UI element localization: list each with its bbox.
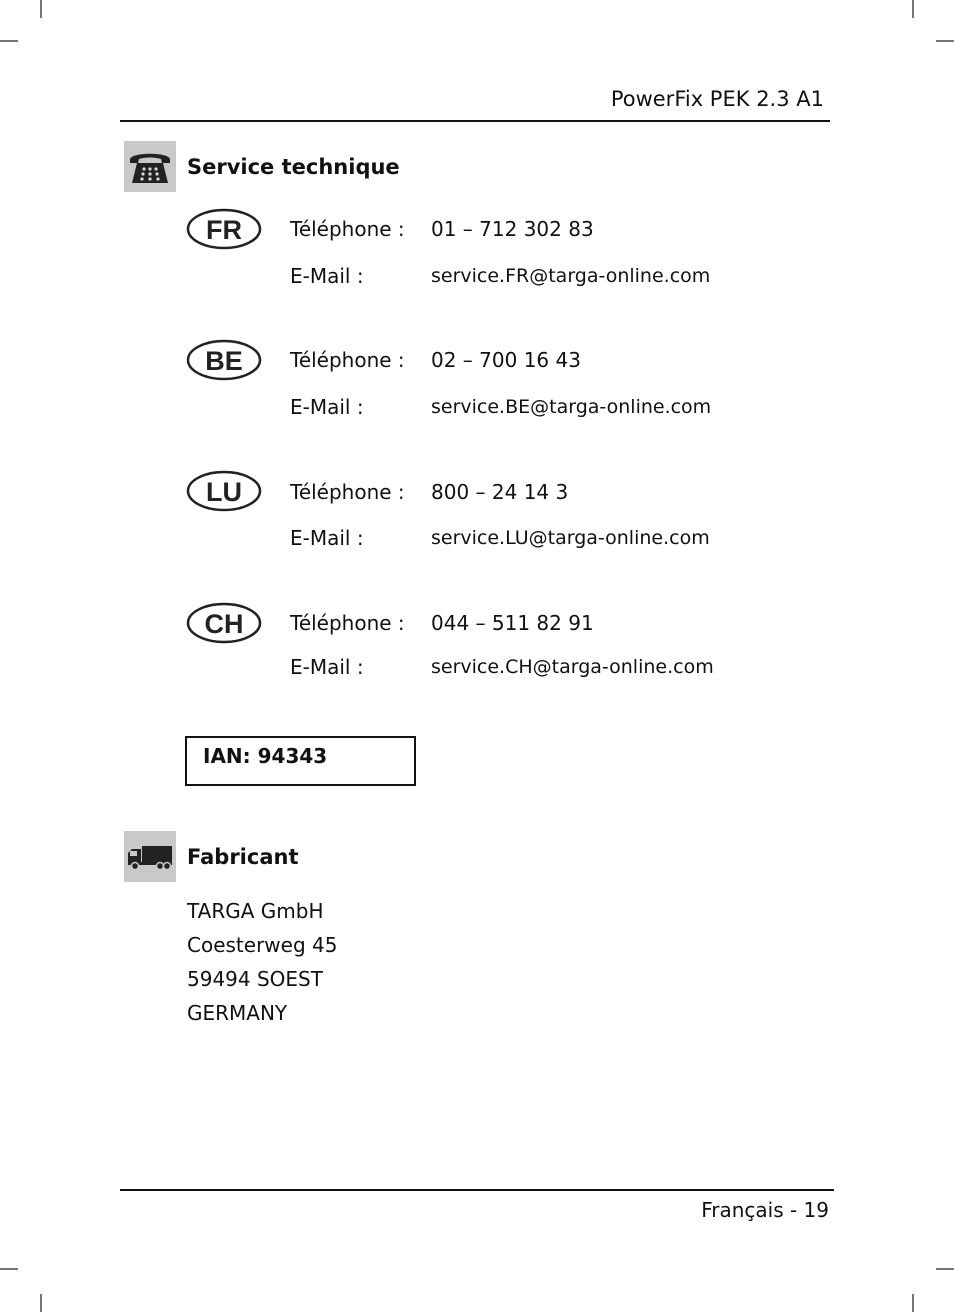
ian-number: IAN: 94343 <box>203 744 328 768</box>
email-address: service.CH@targa-online.com <box>431 656 714 678</box>
email-label: E-Mail : <box>290 395 364 419</box>
crop-mark <box>912 0 914 18</box>
manufacturer-title: Fabricant <box>187 845 299 869</box>
country-badge-be <box>186 339 262 381</box>
document-title: PowerFix PEK 2.3 A1 <box>610 87 824 111</box>
crop-mark <box>40 0 42 18</box>
country-badge-lu <box>186 470 262 512</box>
country-badge-fr <box>186 208 262 250</box>
phone-label: Téléphone : <box>290 217 405 241</box>
address-line: GERMANY <box>187 1001 288 1025</box>
crop-mark <box>912 1294 914 1312</box>
email-address: service.LU@targa-online.com <box>431 527 710 549</box>
country-code: LU <box>206 477 242 507</box>
email-address: service.BE@targa-online.com <box>431 396 712 418</box>
phone-label: Téléphone : <box>290 611 405 635</box>
email-address: service.FR@targa-online.com <box>431 265 711 287</box>
country-code: FR <box>206 215 242 245</box>
phone-label: Téléphone : <box>290 480 405 504</box>
truck-icon <box>124 831 176 882</box>
service-title: Service technique <box>187 155 400 179</box>
email-label: E-Mail : <box>290 526 364 550</box>
page-number: Français - 19 <box>701 1198 829 1222</box>
phone-number: 01 – 712 302 83 <box>431 217 594 241</box>
crop-mark <box>936 1268 954 1270</box>
phone-label: Téléphone : <box>290 348 405 372</box>
crop-mark <box>0 1268 18 1270</box>
crop-mark <box>40 1294 42 1312</box>
ian-box <box>185 736 416 786</box>
header-rule <box>120 120 830 122</box>
manufacturer-address <box>187 894 337 1030</box>
crop-mark <box>0 40 18 42</box>
address-line: 59494 SOEST <box>187 967 323 991</box>
footer-rule <box>120 1189 834 1191</box>
crop-mark <box>936 40 954 42</box>
country-badge-ch <box>186 602 262 644</box>
email-label: E-Mail : <box>290 264 364 288</box>
phone-number: 02 – 700 16 43 <box>431 348 581 372</box>
country-code: CH <box>204 609 244 639</box>
phone-number: 044 – 511 82 91 <box>431 611 594 635</box>
email-label: E-Mail : <box>290 655 364 679</box>
telephone-icon <box>124 141 176 192</box>
address-line: TARGA GmbH <box>187 899 324 923</box>
phone-number: 800 – 24 14 3 <box>431 480 569 504</box>
country-code: BE <box>205 346 243 376</box>
address-line: Coesterweg 45 <box>187 933 338 957</box>
